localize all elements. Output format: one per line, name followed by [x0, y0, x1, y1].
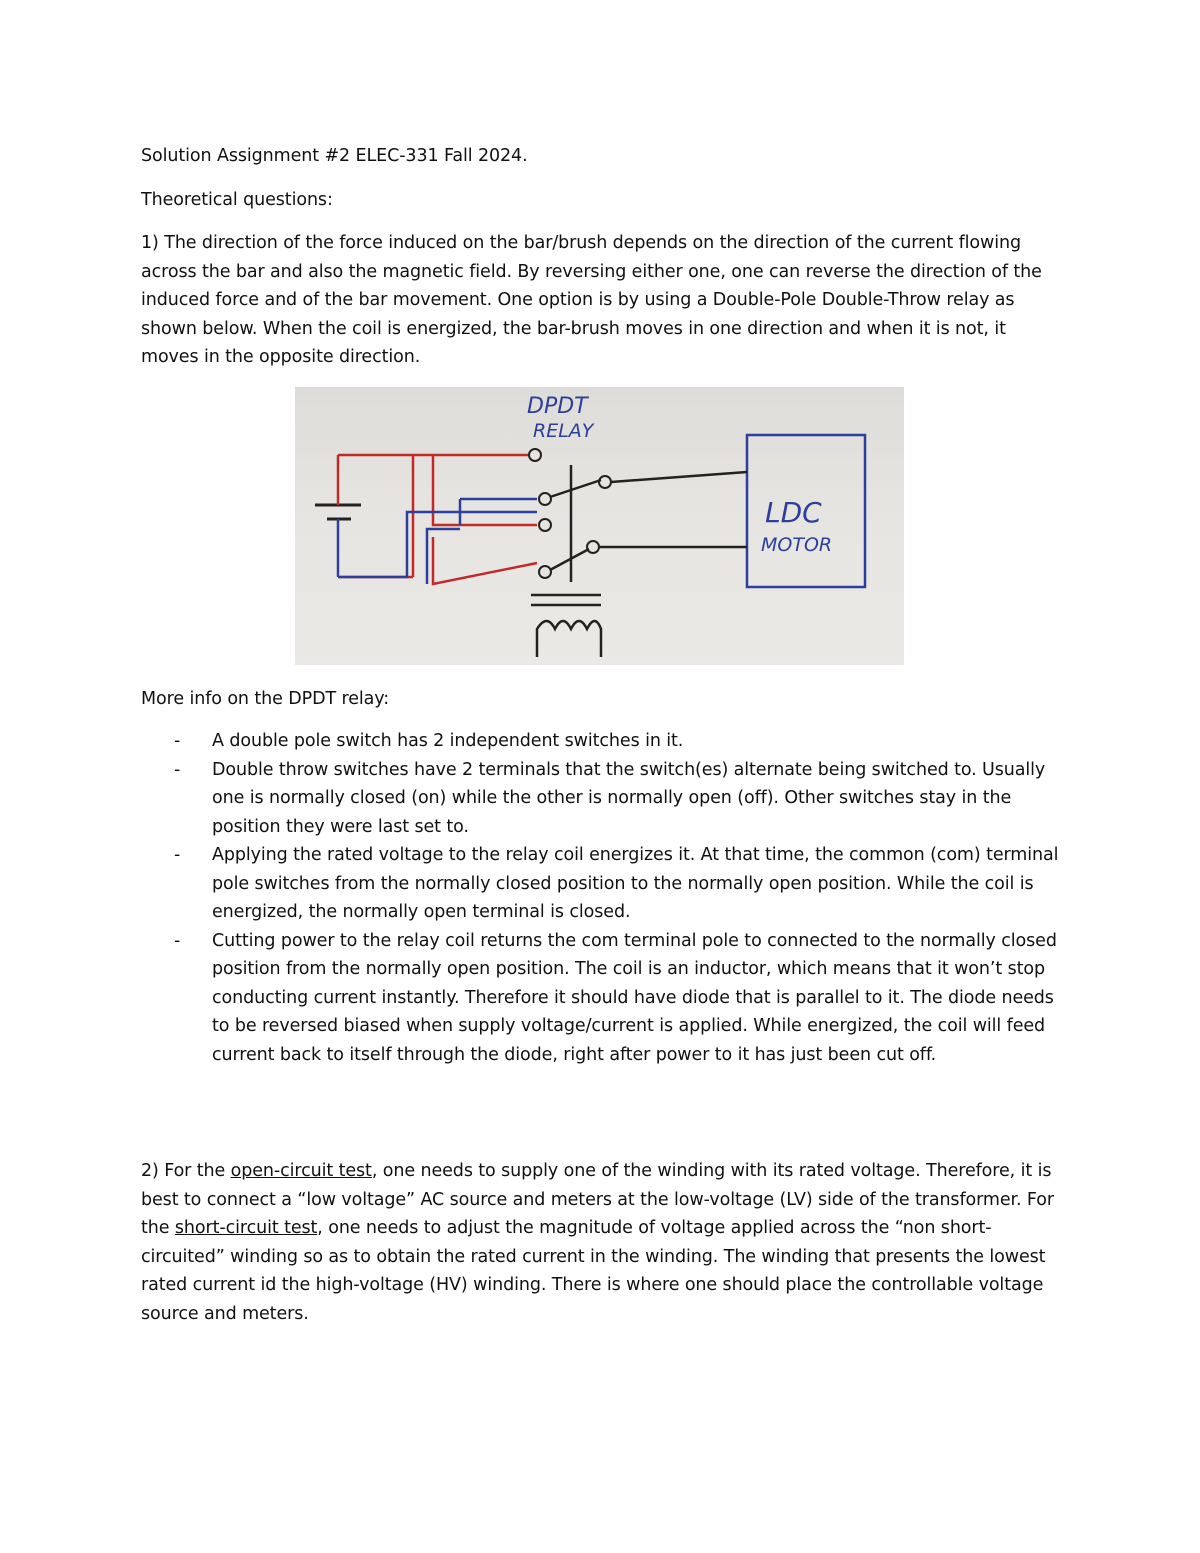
bullet-marker: -: [174, 845, 181, 865]
open-circuit-test-term: open-circuit test: [230, 1161, 372, 1181]
relay-switch-arms: [550, 465, 747, 582]
list-item: [141, 841, 1071, 927]
relay-coil: [531, 595, 601, 657]
figure-label-ldc: LDC: [765, 496, 822, 529]
q2-text: 2) For the: [141, 1161, 231, 1181]
list-item-text: Cutting power to the relay coil returns the com terminal pole to connected to the normally closed position from the normally open position. The coil is an inductor, which means that it won’t stop conducting current instantly. Therefore it should have diode that is parallel to it. The diode needs to be reversed biased when supply voltage/current is applied. While energized, the coil will feed current back to itself through the diode, right after power to it has just been cut off.: [212, 930, 1057, 1065]
list-item-text: Applying the rated voltage to the relay coil energizes it. At that time, the common (com) terminal pole switches from the normally closed position to the normally open position. While the coil is energized, the normally open terminal is closed.: [212, 845, 1059, 922]
bullet-marker: -: [174, 930, 181, 951]
bullet-marker: -: [174, 731, 181, 751]
dpdt-info-list: [141, 727, 1071, 1069]
list-item-text: A double pole switch has 2 independent switches in it.: [212, 731, 684, 751]
list-item: [141, 727, 1071, 756]
figure-label-dpdt: DPDT: [527, 394, 588, 419]
battery-symbol: [315, 455, 361, 577]
question-1-paragraph: 1) The direction of the force induced on the bar/brush depends on the direction of the current flowing across the bar and also the magnetic field. By reversing either one, one can reverse the direction of the induced force and of the bar movement. One option is by using a Double-Pole Double-Throw relay as shown below. When the coil is energized, the bar-brush moves in one direction and when it is not, it moves in the opposite direction.: [141, 233, 1042, 367]
figure-label-motor: MOTOR: [761, 534, 833, 556]
section-heading: Theoretical questions:: [141, 190, 333, 210]
list-item-text: Double throw switches have 2 terminals that the switch(es) alternate being switched to. Usually one is normally closed (on) while the other is normally open (off). Other switches stay in the position they were last set to.: [212, 759, 1046, 837]
question-2-paragraph: [141, 1157, 1066, 1328]
list-item: [141, 756, 1071, 842]
document-title: Solution Assignment #2 ELEC-331 Fall 2024.: [141, 146, 528, 166]
q2-text: , one needs to adjust the magnitude of voltage applied across the “non short-circuited” winding so as to obtain the rated current in the winding. The winding that presents the lowest rated current id the high-voltage (HV) winding. There is where one should place the controllable voltage source and meters.: [141, 1218, 1046, 1324]
q2-text: , one needs to supply one of the winding with its rated voltage. Therefore, it is best to connect a “low voltage” AC source and meters at the low-voltage (LV) side of the transformer. For the: [141, 1161, 1054, 1238]
more-info-heading: More info on the DPDT relay:: [141, 689, 390, 709]
bullet-marker: -: [174, 759, 181, 780]
dpdt-relay-circuit-photo: [295, 387, 904, 665]
red-wiring: [338, 455, 537, 584]
blue-wiring: [338, 499, 537, 584]
figure-label-relay: RELAY: [533, 420, 594, 442]
list-item: [141, 927, 1071, 1070]
short-circuit-test-term: short-circuit test: [174, 1218, 318, 1238]
